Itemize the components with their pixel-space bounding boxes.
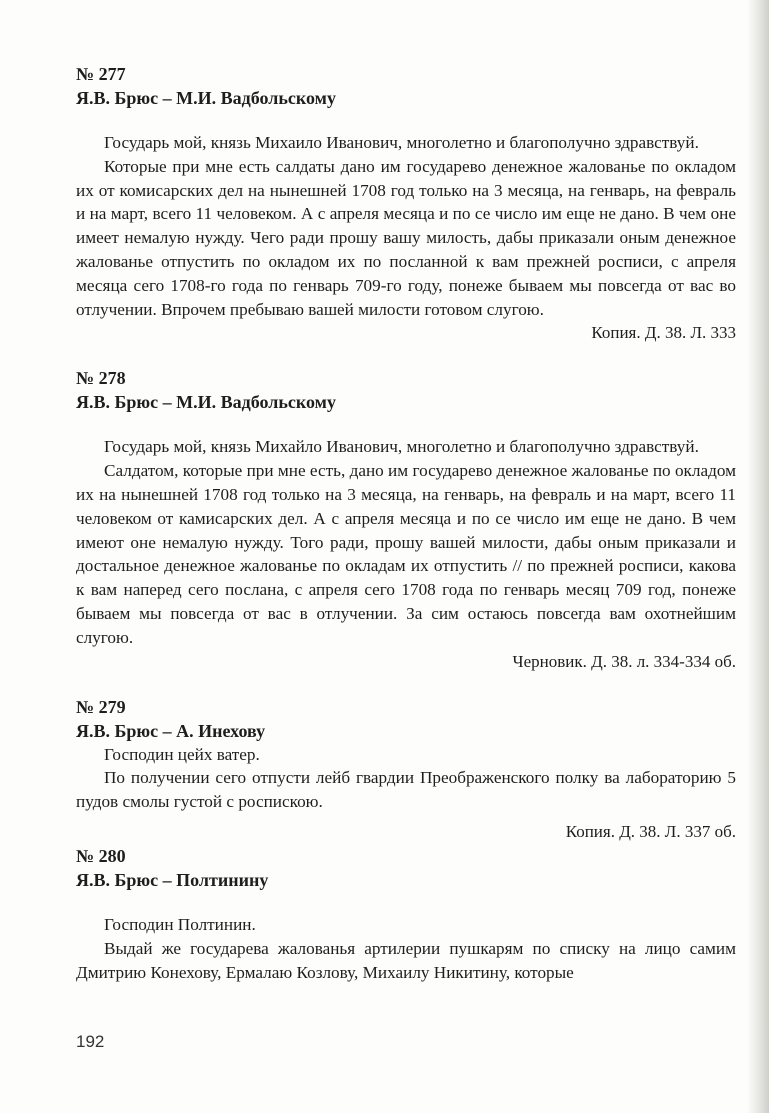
- page-body: [76, 62, 736, 984]
- document-number: № 279: [76, 696, 126, 717]
- document-280: [76, 844, 736, 984]
- archive-reference: Копия. Д. 38. Л. 337 об.: [565, 821, 736, 841]
- archive-reference: Копия. Д. 38. Л. 333: [591, 323, 736, 343]
- document-number: № 278: [76, 368, 126, 389]
- paragraph: Выдай же государева жалованья артилерии пушкарям по списку на лицо самим Дмитрию Конехову, Ермалаю Козлову, Михаилу Никитину, которые: [76, 938, 736, 982]
- paragraph: Государь мой, князь Михайло Иванович, многолетно и благополучно здравствуй.: [104, 437, 699, 457]
- document-heading: Я.В. Брюс – А. Инехову: [76, 720, 266, 741]
- document-heading: Я.В. Брюс – Полтинину: [76, 869, 269, 890]
- document-number: № 277: [76, 64, 126, 84]
- document-278: [76, 366, 736, 673]
- paragraph: Государь мой, князь Михаило Иванович, многолетно и благополучно здравствуй.: [104, 133, 699, 152]
- paragraph: Господин цейх ватер.: [104, 744, 260, 764]
- document-277: [76, 62, 736, 345]
- document-heading: Я.В. Брюс – М.И. Вадбольскому: [76, 88, 336, 108]
- page-gutter-shadow: [747, 0, 769, 1113]
- paragraph: По получении сего отпусти лейб гвардии Преображенского полку ва лабораторию 5 пудов смолы густой с роспискою.: [76, 768, 736, 812]
- document-number: № 280: [76, 845, 126, 866]
- document-heading: Я.В. Брюс – М.И. Вадбольскому: [76, 392, 336, 413]
- archive-reference: Черновик. Д. 38. л. 334-334 об.: [512, 651, 736, 671]
- document-279: [76, 695, 736, 844]
- page-number: 192: [76, 1032, 105, 1051]
- paragraph: Господин Полтинин.: [104, 914, 256, 934]
- paragraph: Которые при мне есть салдаты дано им государево денежное жалованье по окладом их от комисарских дел на нынешней 1708 год только на 3 месяца, на генварь, на февраль и на март, всего 11 человеком. А с апреля месяца и по се число им еще не дано. В чем оне имеет немалую нужду. Чего ради прошу вашу милость, дабы приказали оным денежное жалованье отпустить по окладом их по посланной к вам прежней росписи, с апреля месяца сего 1708-го года по генварь 709-го году, понеже бываем мы повсегда от вас во отлучении. Впрочем пребываю вашей милости готовом слугою.: [76, 156, 736, 319]
- paragraph: Салдатом, которые при мне есть, дано им государево денежное жалованье по окладом их на нынешней 1708 год только на 3 месяца, на генварь, на февраль и на март, всего 11 человеком от камисарских дел. А с апреля месяца и по се число им еще не дано. В чем имеют оне немалую нужду. Того ради, прошу вашей милости, дабы оным приказали и достальное денежное жалованье по окладам их отпустить // по прежней росписи, какова к вам наперед сего послана, с апреля сего 1708 года по генварь месяц 709 год, понеже бываем мы повсегда от вас в отлучении. За сим остаюсь повсегда вам охотнейшим слугою.: [76, 461, 736, 647]
